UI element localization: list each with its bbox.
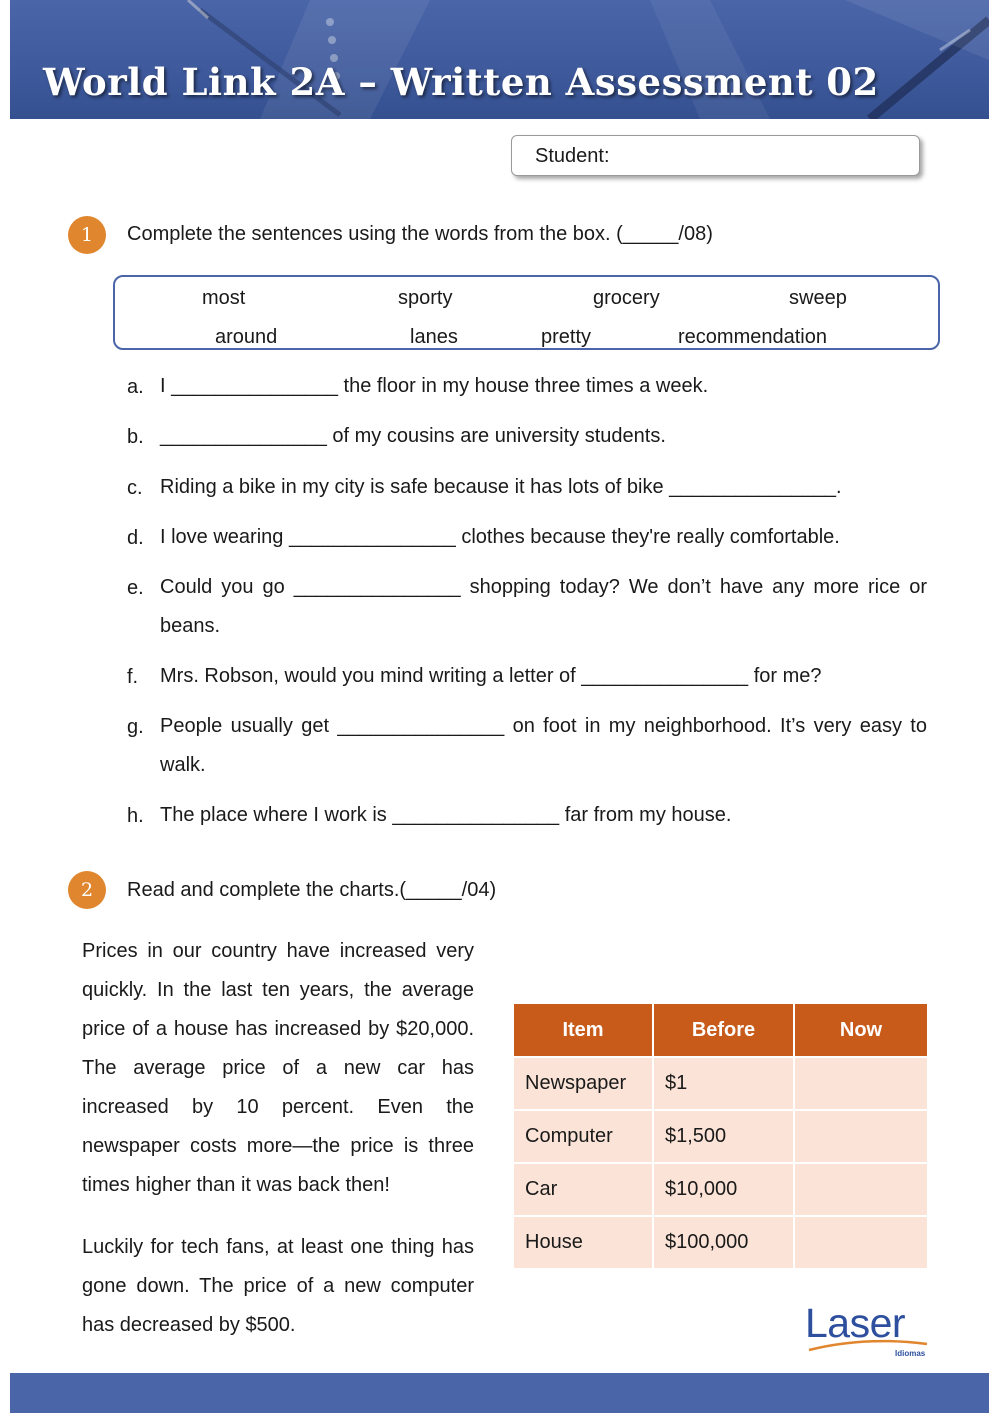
logo-subtitle: Idiomas — [895, 1349, 926, 1358]
header-banner — [10, 0, 989, 119]
word-box — [113, 275, 940, 350]
table-cell-item: Newspaper — [513, 1057, 653, 1110]
sentence-label: d. — [127, 527, 144, 549]
sentence-text: Mrs. Robson, would you mind writing a letter of _______________ for me? — [160, 665, 822, 687]
table-cell-before: $1,500 — [653, 1110, 794, 1163]
logo-name: Laser — [805, 1300, 906, 1346]
sentence-text: I _______________ the floor in my house three times a week. — [160, 375, 709, 397]
word-item: pretty — [541, 326, 592, 348]
sentence-label: c. — [127, 477, 143, 499]
table-header-cell: Now — [794, 1003, 928, 1057]
sentence-label: h. — [127, 805, 144, 827]
table-cell-item: House — [513, 1216, 653, 1269]
table-row — [513, 1163, 928, 1216]
table-cell-before: $10,000 — [653, 1163, 794, 1216]
sentence-text: Could you go _______________ shopping today? We don’t have any more rice or beans. — [160, 576, 927, 637]
question-1-instruction: Complete the sentences using the words from the box. (_____/08) — [127, 223, 713, 245]
table-cell-now[interactable] — [794, 1110, 928, 1163]
sentence-text: I love wearing _______________ clothes because they're really comfortable. — [160, 526, 840, 548]
word-item: sporty — [398, 287, 453, 309]
word-item: grocery — [593, 287, 660, 309]
sentence-text: The place where I work is _______________ far from my house. — [160, 804, 732, 826]
footer-band — [10, 1373, 989, 1413]
page-title: World Link 2A – Written Assessment 02 — [43, 60, 879, 104]
price-table — [512, 1002, 929, 1270]
sentence-text: _______________ of my cousins are university students. — [160, 425, 666, 447]
table-header-row — [513, 1003, 928, 1057]
reading-paragraph-1: Prices in our country have increased very quickly. In the last ten years, the average price of a house has increased by $20,000. The average price of a new car has increased by 10 percent. Even the newspaper costs more—the price is three times higher than it was back then! — [82, 940, 474, 1196]
word-item: sweep — [789, 287, 847, 309]
table-cell-now[interactable] — [794, 1216, 928, 1269]
sentence-label: e. — [127, 577, 144, 599]
sentence-text: Riding a bike in my city is safe because it has lots of bike _______________. — [160, 476, 842, 498]
word-item: lanes — [410, 326, 458, 348]
question-2-badge: 2 — [68, 871, 106, 909]
question-1-badge: 1 — [68, 216, 106, 254]
table-row — [513, 1110, 928, 1163]
sentence-label: f. — [127, 666, 139, 688]
student-name-field[interactable] — [511, 135, 920, 176]
table-row — [513, 1216, 928, 1269]
table-cell-now[interactable] — [794, 1163, 928, 1216]
table-cell-before: $100,000 — [653, 1216, 794, 1269]
student-label: Student: — [535, 145, 610, 167]
sentence-label: b. — [127, 426, 144, 448]
sentence-label: g. — [127, 716, 144, 738]
table-cell-before: $1 — [653, 1057, 794, 1110]
sentence-text: People usually get _______________ on foot in my neighborhood. It’s very easy to walk. — [160, 715, 927, 776]
table-row — [513, 1057, 928, 1110]
word-item: around — [215, 326, 278, 348]
word-item: recommendation — [678, 326, 827, 348]
table-cell-item: Car — [513, 1163, 653, 1216]
reading-paragraph-2: Luckily for tech fans, at least one thing has gone down. The price of a new computer has decreased by $500. — [82, 1236, 474, 1336]
laser-logo — [805, 1300, 930, 1360]
question-2-instruction: Read and complete the charts.(_____/04) — [127, 879, 497, 901]
word-item: most — [202, 287, 246, 309]
table-header-cell: Item — [513, 1003, 653, 1057]
sentence-label: a. — [127, 376, 144, 398]
table-cell-now[interactable] — [794, 1057, 928, 1110]
table-cell-item: Computer — [513, 1110, 653, 1163]
table-header-cell: Before — [653, 1003, 794, 1057]
